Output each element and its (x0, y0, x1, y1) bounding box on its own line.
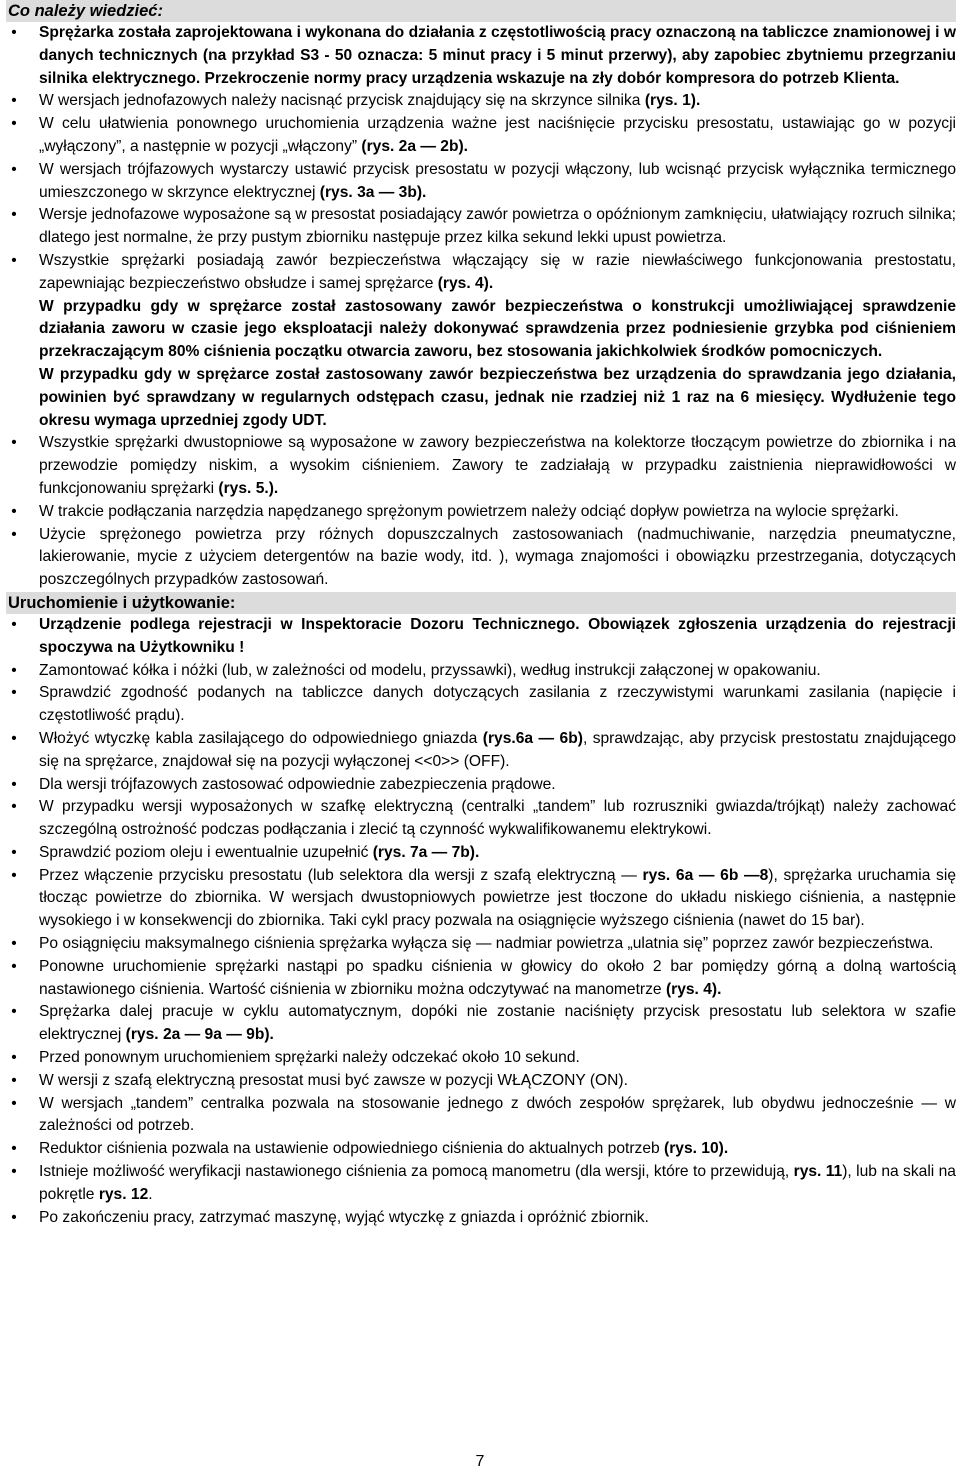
body-text: Wersje jednofazowe wyposażone są w presostat posiadający zawór powietrza o opóźnionym zamknięciu, ułatwiający rozruch silnika; dlatego jest normalne, że przy pustym zbiorniku następuje przez kilka sekund lekki upust powietrza. (39, 206, 956, 247)
bullet-icon: • (11, 661, 17, 679)
body-text: W wersjach „tandem” centralka pozwala na stosowanie jednego z dwóch zespołów sprężarek, lub obydwu jednocześnie — w zależności od potrzeb. (39, 1094, 956, 1135)
bullet-icon: • (11, 798, 17, 816)
list-item (6, 1093, 956, 1139)
body-text: W przypadku wersji wyposażonych w szafkę elektryczną (centralki „tandem” lub rozruszniki gwiazda/trójkąt) należy zachować szczególną ostrożność podczas podłączania i zlecić tą czynność wykwalifikowanemu elektrykowi. (39, 798, 956, 839)
bullet-icon: • (11, 615, 17, 633)
list-item (6, 524, 956, 592)
body-text: Włożyć wtyczkę kabla zasilającego do odpowiedniego gniazda (39, 729, 483, 747)
bold-text: rys. 11 (793, 1163, 843, 1181)
list-item (6, 1001, 956, 1047)
bold-text: (rys. 2a — 9a — 9b). (125, 1026, 274, 1044)
body-text: Sprawdzić zgodność podanych na tabliczce danych dotyczących zasilania z rzeczywistymi warunkami zasilania (napięcie i częstotliwość prądu). (39, 684, 956, 725)
body-text: Użycie sprężonego powietrza przy różnych dopuszczalnych zastosowaniach (nadmuchiwanie, narzędzia pneumatyczne, lakierowanie, mycie z użyciem detergentów na bazie wody, itd. ), wymaga znajomości i obowiązku przestrzegania, dotyczących poszczególnych przypadków zastosowań. (39, 525, 956, 589)
bullet-icon: • (11, 24, 17, 41)
body-text: W wersjach jednofazowych należy nacisnąć przycisk znajdujący się na skrzynce silnika (39, 92, 645, 110)
bullet-icon: • (11, 935, 17, 953)
bullet-icon: • (11, 115, 17, 133)
bullet-icon: • (11, 251, 17, 269)
bullet-icon: • (11, 502, 17, 520)
list-item (6, 296, 956, 364)
bullet-icon: • (11, 92, 17, 110)
bullet-icon: • (11, 1003, 17, 1021)
list-item (6, 432, 956, 500)
bullet-icon: • (11, 843, 17, 861)
bullet-icon: • (11, 957, 17, 975)
list-startup-usage (6, 614, 956, 1230)
body-text: Przed ponownym uruchomieniem sprężarki należy odczekać około 10 sekund. (39, 1049, 580, 1067)
bullet-icon: • (11, 729, 17, 747)
section-title-startup-usage: Uruchomienie i użytkowanie: (6, 592, 956, 614)
list-item (6, 90, 956, 113)
body-text: Reduktor ciśnienia pozwala na ustawienie odpowiedniego ciśnienia do aktualnych potrzeb (39, 1140, 665, 1158)
bold-text: Urządzenie podlega rejestracji w Inspektoracie Dozoru Technicznego. Obowiązek zgłoszenia urządzenia do rejestracji spoczywa na Użytkowniku ! (39, 615, 956, 656)
list-item (6, 1070, 956, 1093)
body-text: Przez włączenie przycisku presostatu (lub selektora dla wersji z szafą elektryczną — (39, 866, 643, 884)
list-item (6, 933, 956, 956)
list-item (6, 113, 956, 159)
body-text: Wszystkie sprężarki posiadają zawór bezpieczeństwa włączający się w razie niewłaściwego funkcjonowania prestostatu, zapewniając bezpieczeństwo obsłudze i samej sprężarce (39, 251, 956, 292)
bullet-icon: • (11, 525, 17, 543)
bold-text: (rys. 5.). (218, 479, 279, 497)
bold-text: (rys.6a — 6b) (482, 729, 583, 747)
bullet-icon: • (11, 1071, 17, 1089)
bold-text: (rys. 4). (437, 274, 494, 292)
bold-text: rys. 12 (98, 1185, 149, 1203)
bullet-icon: • (11, 1163, 17, 1181)
list-item (6, 796, 956, 842)
list-item (6, 1047, 956, 1070)
body-text: W wersji z szafą elektryczną presostat musi być zawsze w pozycji WŁĄCZONY (ON). (39, 1071, 628, 1089)
body-text: . (148, 1185, 153, 1203)
list-item (6, 22, 956, 90)
body-text: Sprężarka dalej pracuje w cyklu automatycznym, dopóki nie zostanie naciśnięty przycisk presostatu lub selektora w szafie elektrycznej (39, 1003, 956, 1044)
list-item (6, 1138, 956, 1161)
bold-text: W przypadku gdy w sprężarce został zastosowany zawór bezpieczeństwa bez urządzenia do sprawdzania jego działania, powinien być sprawdzany w regularnych odstępach czasu, jednak nie rzadziej niż 1 raz na 6 miesięcy. Wydłużenie tego okresu wymaga uprzedniej zgody UDT. (39, 365, 956, 429)
bullet-icon: • (11, 1049, 17, 1067)
body-text: Sprawdzić poziom oleju i ewentualnie uzupełnić (39, 843, 373, 861)
list-item (6, 204, 956, 250)
list-item (6, 660, 956, 683)
page-number: 7 (475, 1453, 485, 1470)
bullet-icon: • (11, 775, 17, 793)
list-item (6, 865, 956, 933)
body-text: W wersjach trójfazowych wystarczy ustawić przycisk presostatu w pozycji włączony, lub wcisnąć przycisk wyłącznika termicznego umieszczonego w skrzynce elektrycznej (39, 160, 956, 201)
list-item (6, 728, 956, 774)
bullet-icon: • (11, 160, 17, 178)
bullet-icon: • (11, 1140, 17, 1158)
body-text: W celu ułatwienia ponownego uruchomienia urządzenia ważne jest naciśnięcie przycisku presostatu, ustawiając go w pozycji „wyłączony”, a następnie w pozycji „włączony” (39, 115, 956, 155)
body-text: Ponowne uruchomienie sprężarki nastąpi po spadku ciśnienia w głowicy do około 2 bar pomiędzy górną a dolną wartością nastawionego ciśnienia. Wartość ciśnienia w zbiorniku można odczytywać na manometrze (39, 957, 956, 998)
bold-text: (rys. 7a — 7b). (372, 843, 480, 861)
bullet-icon: • (11, 1094, 17, 1112)
bold-text: rys. 6a — 6b —8 (642, 866, 769, 884)
list-item (6, 956, 956, 1002)
list-item (6, 842, 956, 865)
body-text: Wszystkie sprężarki dwustopniowe są wyposażone w zawory bezpieczeństwa na kolektorze tłoczącym powietrze do zbiornika i na przewodzie pomiędzy niskim, a wysokim ciśnieniem. Zawory te zadziałają w przypadku zaistnienia nieprawidłowości w funkcjonowaniu sprężarki (39, 434, 956, 497)
bold-text: (rys. 10). (664, 1140, 729, 1158)
list-item (6, 682, 956, 728)
bold-text: Sprężarka została zaprojektowana i wykonana do działania z częstotliwością pracy oznaczoną na tabliczce znamionowej i w danych technicznych (na przykład S3 - 50 oznacza: 5 minut pracy i 5 minut przerwy), aby zapobiec zbytniemu przegrzaniu silnika elektrycznego. Przekroczenie normy pracy urządzenia wskazuje na zły dobór kompresora do potrzeb Klienta. (39, 24, 956, 87)
body-text: ), sprężarka uruchamia się tłocząc powietrze do zbiornika. W wersjach dwustopniowych powietrze jest tłoczone do układu niskiego ciśnienia, a następnie wysokiego i w konsekwencji do zbiornika. Taki cykl pracy pozwala na osiągnięcie wyższego ciśnienia (nawet do 15 bar). (39, 866, 956, 930)
bold-text: (rys. 4). (665, 980, 722, 998)
body-text: Dla wersji trójfazowych zastosować odpowiednie zabezpieczenia prądowe. (39, 775, 556, 793)
list-item (6, 1207, 956, 1230)
bullet-icon: • (11, 434, 17, 452)
bold-text: (rys. 2a — 2b). (361, 137, 468, 155)
list-item (6, 774, 956, 797)
list-item (6, 614, 956, 660)
bullet-icon: • (11, 1208, 17, 1226)
body-text: Zamontować kółka i nóżki (lub, w zależności od modelu, przyssawki), według instrukcji załączonej w opakowaniu. (39, 661, 821, 679)
list-item (6, 1161, 956, 1207)
list-item (6, 250, 956, 296)
body-text: Po osiągnięciu maksymalnego ciśnienia sprężarka wyłącza się — nadmiar powietrza „ulatnia się” poprzez zawór bezpieczeństwa. (39, 935, 934, 953)
section-title-what-to-know: Co należy wiedzieć: (6, 0, 956, 22)
body-text: ), lub na skali na pokrętle (39, 1163, 956, 1203)
bold-text: W przypadku gdy w sprężarce został zastosowany zawór bezpieczeństwa o konstrukcji umożliwiającej sprawdzenie działania zaworu w czasie jego eksploatacji należy dokonywać sprawdzenia przez podniesienie grzybka pod ciśnieniem przekraczającym 80% ciśnienia początku otwarcia zaworu, bez stosowania jakichkolwiek środków pomocniczych. (39, 297, 956, 361)
bullet-icon: • (11, 684, 17, 702)
bullet-icon: • (11, 866, 17, 884)
list-item (6, 364, 956, 432)
list-item (6, 501, 956, 524)
body-text: , sprawdzając, aby przycisk prestostatu znajdującego się na sprężarce, znajdował się na pozycji wyłączonej <<0>> (OFF). (39, 729, 956, 770)
body-text: W trakcie podłączania narzędzia napędzanego sprężonym powietrzem należy odciąć dopływ powietrza na wylocie sprężarki. (39, 502, 899, 520)
body-text: Istnieje możliwość weryfikacji nastawionego ciśnienia za pomocą manometru (dla wersji, które to przewidują, (39, 1163, 794, 1181)
bold-text: (rys. 1). (644, 92, 701, 110)
bold-text: (rys. 3a — 3b). (319, 183, 427, 201)
list-item (6, 159, 956, 205)
bullet-icon: • (11, 206, 17, 224)
list-what-to-know (6, 22, 956, 592)
body-text: Po zakończeniu pracy, zatrzymać maszynę, wyjąć wtyczkę z gniazda i opróżnić zbiornik. (39, 1208, 649, 1226)
